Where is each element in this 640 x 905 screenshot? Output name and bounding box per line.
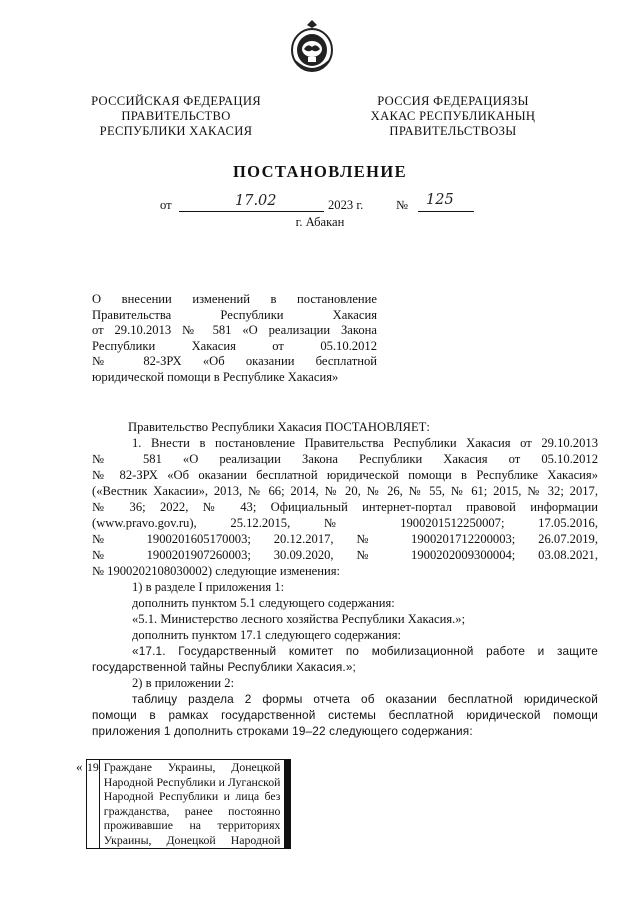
subject-block — [92, 292, 377, 385]
paragraph-line: 1. Внести в постановление Правительства Республики Хакасия от 29.10.2013 — [132, 436, 598, 450]
header-left-line: ПРАВИТЕЛЬСТВО — [121, 109, 231, 123]
row-number-cell: 19 — [87, 760, 100, 849]
empty-cell — [290, 760, 291, 849]
header-left-block — [76, 94, 276, 139]
body-text — [92, 419, 598, 739]
paragraph-line: № 581 «О реализации Закона Республики Хакасия от 05.10.2012 — [92, 452, 598, 466]
year-label: 2023 г. — [328, 198, 364, 212]
subject-line: от 29.10.2013 № 581 «О реализации Закона — [92, 323, 377, 337]
cell-line: Украины, Донецкой Народной — [103, 832, 281, 847]
item-line: «17.1. Государственный комитет по мобилизационной работе и защите — [132, 644, 598, 658]
item-line: дополнить пунктом 5.1 следующего содержания: — [132, 596, 395, 610]
subject-line: юридической помощи в Республике Хакасия» — [92, 369, 339, 384]
paragraph-line: № 1900201907260003; 30.09.2020, № 1900202009300004; 03.08.2021, — [92, 548, 598, 562]
cell-line: гражданства, ранее постоянно — [103, 803, 281, 818]
table-row — [87, 760, 291, 849]
date-underline — [179, 211, 324, 212]
open-quote: « — [76, 759, 83, 774]
subject-line: Правительства Республики Хакасия — [92, 307, 377, 322]
paragraph-line: (www.pravo.gov.ru), 25.12.2015, № 1900201512250007; 17.05.2016, — [92, 516, 598, 530]
handwritten-number: 125 — [426, 192, 454, 208]
coat-of-arms-emblem-icon — [289, 19, 335, 75]
handwritten-date: 17.02 — [235, 193, 277, 209]
header-right-block — [355, 94, 551, 139]
item-line: приложения 1 дополнить строками 19–22 следующего содержания: — [92, 724, 473, 738]
number-label: № — [396, 198, 409, 212]
subject-line: О внесении изменений в постановление — [92, 292, 377, 306]
city-label: г. Абакан — [295, 215, 345, 229]
number-underline — [418, 211, 474, 212]
date-number-line — [160, 192, 490, 216]
paragraph-line: № 1900202108030002) следующие изменения: — [92, 564, 341, 578]
resolution-line: Правительство Республики Хакасия ПОСТАНОВЛЯЕТ: — [128, 420, 430, 434]
header-right-line: ХАКАС РЕСПУБЛИКАНЫҢ — [370, 109, 536, 123]
cell-line: проживавшие на территориях — [103, 818, 281, 833]
header-right-line: РОССИЯ ФЕДЕРАЦИЯЗЫ — [377, 94, 529, 108]
paragraph-line: № 36; 2022, № 43; Официальный интернет-портал правовой информации — [92, 500, 598, 514]
paragraph-line: № 82-ЗРХ «Об оказании бесплатной юридической помощи в Республике Хакасия» — [92, 468, 598, 482]
item-line: 2) в приложении 2: — [132, 676, 235, 690]
paragraph-line: № 1900201605170003; 20.12.2017, № 1900201712200003; 26.07.2019, — [92, 532, 598, 546]
header-left-line: РЕСПУБЛИКИ ХАКАСИЯ — [99, 124, 253, 138]
subject-line: Республики Хакасия от 05.10.2012 — [92, 338, 377, 353]
item-line: 1) в разделе I приложения 1: — [132, 580, 285, 594]
cell-line: Граждане Украины, Донецкой — [103, 760, 281, 774]
item-line: помощи в рамках государственной системы бесплатной юридической помощи — [92, 708, 598, 722]
item-line: государственной тайны Республики Хакасия.»; — [92, 660, 356, 674]
from-label: от — [160, 198, 172, 212]
item-line: таблицу раздела 2 формы отчета об оказании бесплатной юридической — [132, 692, 598, 706]
row-description-cell — [99, 760, 285, 849]
paragraph-line: («Вестник Хакасии», 2013, № 66; 2014, № 20, № 26, № 55, № 61; 2015, № 32; 2017, — [92, 484, 598, 498]
cell-line: Народной Республики и Луганской — [103, 774, 281, 789]
document-title: ПОСТАНОВЛЕНИЕ — [232, 162, 408, 181]
report-table — [86, 759, 291, 849]
item-line: дополнить пунктом 17.1 следующего содержания: — [132, 628, 402, 642]
item-line: «5.1. Министерство лесного хозяйства Республики Хакасия.»; — [132, 612, 466, 626]
cell-line: Народной Республики и лица без — [103, 789, 281, 804]
header-right-line: ПРАВИТЕЛЬСТВОЗЫ — [389, 124, 517, 138]
subject-line: № 82-ЗРХ «Об оказании бесплатной — [92, 354, 377, 368]
header-left-line: РОССИЙСКАЯ ФЕДЕРАЦИЯ — [91, 94, 261, 108]
